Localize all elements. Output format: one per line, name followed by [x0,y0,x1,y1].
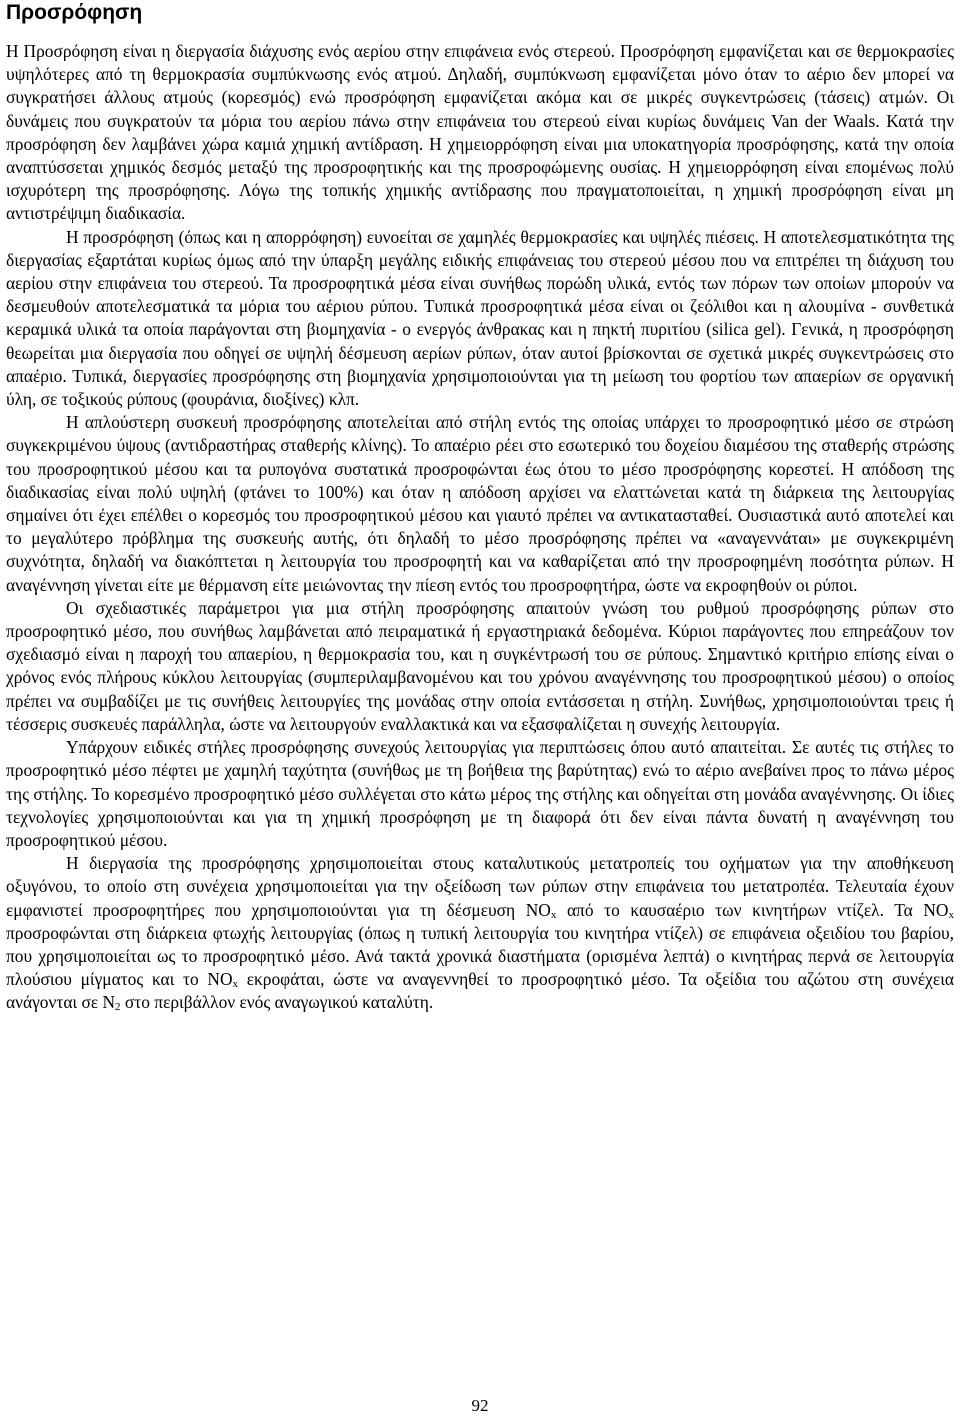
paragraph-text: προσροφώνται στη διάρκεια φτωχής λειτουργίας (όπως η τυπική λειτουργία του κινητήρα ντίζελ) σε επιφάνεια οξειδίου του βαρίου, που χρησιμοποιείται ως το προσροφητικό μέσο. Ανά τακτά χρονικά διαστήματα (ορισμένα λεπτά) ο κινητήρας περνά σε λειτουργία πλούσιου μίγματος και το NO [6,922,954,990]
subscript: 2 [115,1001,121,1014]
paragraph [6,411,954,597]
paragraph-text: στο περιβάλλον ενός αναγωγικού καταλύτη. [120,992,434,1013]
subscript: x [550,908,557,921]
paragraph [6,597,954,736]
paragraph [6,226,954,412]
paragraph-text: Η απλούστερη συσκευή προσρόφησης αποτελείται από στήλη εντός της οποίας υπάρχει το προσροφητικό μέσο σε στρώση συγκεκριμένου ύψους (αντιδραστήρας σταθερής κλίνης). Το απαέριο ρέει στο εσωτερικό του δοχείου διαμέσου της σταθερής στρώσης του προσροφητικού μέσου και τα ρυπογόνα συστατικά προσροφώνται έως ότου το μέσο προσρόφησης κορεστεί. Η απόδοση της διαδικασίας είναι πολύ υψηλή (φτάνει το 100%) και όταν η απόδοση αρχίσει να ελαττώνεται κατά τη διάρκεια της λειτουργίας σημαίνει ότι έχει επέλθει ο κορεσμός του προσροφητικού μέσου και γιαυτό πρέπει να αντικατασταθεί. Ουσιαστικά αυτό αποτελεί και το μεγαλύτερο πρόβλημα της συσκευής αυτής, ότι δηλαδή το μέσο προσρόφησης πρέπει να «αναγεννάται» με συγκεκριμένη συχνότητα, δηλαδή να διακόπτεται η λειτουργία του προσροφητή και να καθαρίζεται από την προσροφημένη ποσότητα ρύπων. Η αναγέννηση γίνεται είτε με θέρμανση είτε μειώνοντας την πίεση εντός του προσροφητήρα, ώστε να εκροφηθούν οι ρύποι. [6,412,954,595]
paragraph-text: Οι σχεδιαστικές παράμετροι για μια στήλη προσρόφησης απαιτούν γνώση του ρυθμού προσρόφησης ρύπων στο προσροφητικό μέσο, που συνήθως λαμβάνεται από πειραματικά ή εργαστηριακά δεδομένα. Κύριοι παράγοντες που επηρεάζουν τον σχεδιασμό είναι η παροχή του απαερίου, η θερμοκρασία του, και η συγκέντρωσή του σε ρύπους. Σημαντικό κριτήριο επίσης είναι ο χρόνος ενός πλήρους κύκλου λειτουργίας (συμπεριλαμβανομένου και του χρόνου αναγέννησης του προσροφητικού μέσου) ο οποίος πρέπει να συμβαδίζει με τις συνήθεις λειτουργίες της μονάδας στην οποία εντάσσεται η στήλη. Συνήθως, χρησιμοποιούνται τρεις ή τέσσερις συσκευές παράλληλα, ώστε να λειτουργούν εναλλακτικά και να εξασφαλίζεται η συνεχής λειτουργία. [6,597,954,734]
subscript: x [232,978,239,991]
body-text [6,40,954,1015]
paragraph [6,852,954,1014]
paragraph [6,736,954,852]
paragraph-text: Η προσρόφηση (όπως και η απορρόφηση) ευνοείται σε χαμηλές θερμοκρασίες και υψηλές πιέσεις. Η αποτελεσματικότητα της διεργασίας εξαρτάται κυρίως όμως από την ύπαρξη μεγάλης ειδικής επιφάνειας του στερεού μέσου που να επιτρέπει τη διάχυση του αερίου στην επιφάνεια του στερεού. Τα προσροφητικά μέσα είναι συνήθως πορώδη υλικά, εντός των πόρων των οποίων μπορούν να δεσμευθούν αποτελεσματικά τα μόρια του αέριου ρύπου. Τυπικά προσροφητικά μέσα είναι οι ζεόλιθοι και η αλουμίνα - συνθετικά κεραμικά υλικά τα οποία παράγονται στη βιομηχανία - ο ενεργός άνθρακας και η πηκτή πυριτίου (silica gel). Γενικά, η προσρόφηση θεωρείται μια διεργασία που οδηγεί σε υψηλή δέσμευση αερίων ρύπων, όταν αυτοί βρίσκονται σε σχετικά μικρές συγκεντρώσεις στο απαέριο. Τυπικά, διεργασίες προσρόφησης στη βιομηχανία χρησιμοποιούνται για τη μείωση του φορτίου των απαερίων σε οργανική ύλη, σε τοξικούς ρύπους (φουράνια, διοξίνες) κλπ. [6,226,954,410]
subscript: x [948,908,954,921]
paragraph-text: Η Προσρόφηση είναι η διεργασία διάχυσης ενός αερίου στην επιφάνεια ενός στερεού. Προσρόφηση εμφανίζεται και σε θερμοκρασίες υψηλότερες από τη θερμοκρασία συμπύκνωσης ενός ατμού. Δηλαδή, συμπύκνωση εμφανίζεται μόνο όταν το αέριο δεν μπορεί να συγκρατήσει άλλους ατμούς (κορεσμός) ενώ προσρόφηση εμφανίζεται ακόμα και σε μικρές συγκεντρώσεις (τάσεις) ατμών. Οι δυνάμεις που συγκρατούν τα μόρια του αερίου πάνω στην επιφάνεια του στερεού είναι κυρίως δυνάμεις Van der Waals. Κατά την προσρόφηση δεν λαμβάνει χώρα καμιά χημική αντίδραση. Η χημειορρόφηση είναι μια υποκατηγορία προσρόφησης, κατά την οποία αναπτύσσεται χημικός δεσμός μεταξύ της προσροφητικής και της προσροφώμενης ουσίας. Η χημειορρόφηση είναι επομένως πολύ ισχυρότερη της προσρόφησης. Λόγω της τοπικής χημικής αντίδρασης που πραγματοποιείται, η χημική προσρόφηση είναι μη αντιστρέψιμη διαδικασία. [6,41,954,224]
paragraph-text: Η διεργασία της προσρόφησης χρησιμοποιείται στους καταλυτικούς μετατροπείς του οχήματων για την αποθήκευση οξυγόνου, το οποίο στη συνέχεια χρησιμοποιείται για την οξείδωση των ρύπων στην επιφάνεια του μετατροπέα. Τελευταία έχουν εμφανιστεί προσροφητήρες που χρησιμοποιούνται για τη δέσμευση NO [6,853,954,920]
paragraph [6,40,954,226]
page-number: 92 [471,1396,489,1415]
paragraph-text: εκροφάται, ώστε να αναγεννηθεί το προσροφητικό μέσο. Τα οξείδια του αζώτου στη συνέχεια ανάγονται σε N [6,969,954,1013]
page-title: Προσρόφηση [6,1,143,24]
paragraph-text: από το καυσαέριο των κινητήρων ντίζελ. Τα NO [556,899,949,920]
paragraph-text: Υπάρχουν ειδικές στήλες προσρόφησης συνεχούς λειτουργίας για περιπτώσεις όπου αυτό απαιτείται. Σε αυτές τις στήλες το προσροφητικό μέσο πέφτει με χαμηλή ταχύτητα (συνήθως με τη βοήθεια της βαρύτητας) ενώ το αέριο ανεβαίνει προς το πάνω μέρος της στήλης. Το κορεσμένο προσροφητικό μέσο συλλέγεται στο κάτω μέρος της στήλης και οδηγείται στη μονάδα αναγέννησης. Οι ίδιες τεχνολογίες χρησιμοποιούνται και για τη χημική προσρόφηση με τη διαφορά ότι δεν είναι πάντα δυνατή η αναγέννηση του προσροφητικού μέσου. [6,737,954,850]
